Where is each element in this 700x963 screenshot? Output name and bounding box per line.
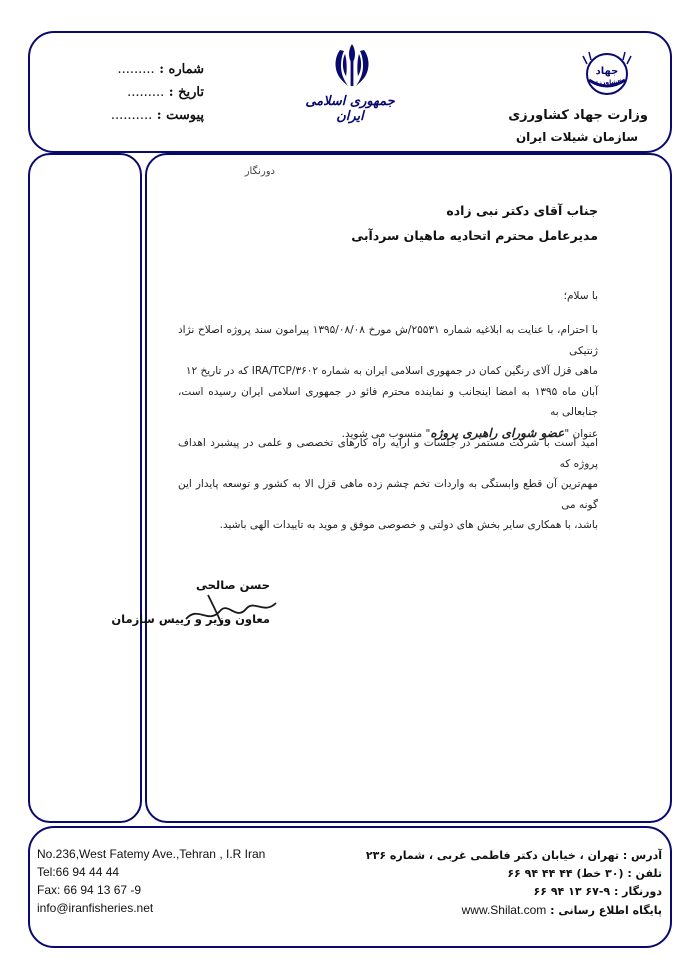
footer-tel-fa: تلفن : (۳۰ خط) ۴۴ ۴۴ ۹۴ ۶۶ — [507, 867, 662, 880]
footer-website-label: پایگاه اطلاع رسانی : — [550, 904, 662, 917]
number-label: شماره : — [159, 62, 204, 77]
logo-top-text: جهاد — [595, 66, 619, 77]
footer-website-link[interactable]: www.Shilat.com — [461, 903, 547, 917]
side-margin-frame — [28, 153, 142, 823]
footer-fax-en: Fax: 66 94 13 67 -9 — [37, 883, 142, 897]
paragraph-1 — [178, 320, 598, 444]
paragraph-1-line-3: آبان ماه ۱۳۹۵ به امضا اینجانب و نماینده محترم فائو در جمهوری اسلامی ایران رسیده است، جنابعالی به — [178, 385, 599, 418]
footer-address-fa: آدرس : تهران ، خیابان دکتر فاطمی غربی ، شماره ۲۳۶ — [365, 849, 662, 862]
appointment-prefix: عنوان " — [564, 427, 598, 440]
paragraph-2-line-2: مهم‌ترین آن قطع وابستگی به واردات تخم چشم زده ماهی قزل الا به کشور و توسعه پایدار این گونه می — [178, 478, 598, 511]
footer-email[interactable]: info@iranfisheries.net — [37, 901, 154, 915]
republic-title: جمهوری اسلامی ایران — [305, 94, 395, 124]
footer-address-en: No.236,West Fatemy Ave.,Tehran , I.R Iran — [37, 847, 266, 861]
footer-fax-fa: دورنگار : ۹-۶۷ ۱۳ ۹۴ ۶۶ — [533, 885, 662, 898]
organization-name: سازمان شیلات ایران — [515, 130, 638, 144]
paragraph-1-line-2: ماهی قزل آلای رنگین کمان در جمهوری اسلامی ایران به شماره ۳۶۰۲/IRA/TCP که در تاریخ ۱۲ — [185, 365, 598, 377]
paragraph-2-line-1: امید است با شرکت مستمر در جلسات و ارایه راه کارهای تخصصی و علمی در پیشبرد اهداف پروژه که — [178, 437, 598, 470]
date-label: تاریخ : — [168, 85, 204, 100]
number-field — [117, 62, 204, 77]
iran-emblem-icon — [326, 40, 378, 92]
attachment-dots: .......... — [110, 108, 153, 123]
date-field — [127, 85, 204, 100]
channel-note: دورنگار — [244, 166, 275, 177]
greeting: با سلام؛ — [563, 290, 598, 302]
ministry-name: وزارت جهاد کشاورزی — [508, 108, 648, 123]
recipient-title: مدیرعامل محترم اتحادیه ماهیان سردآبی — [351, 228, 598, 243]
attachment-label: پیوست : — [156, 108, 204, 123]
footer-tel-en: Tel:66 94 44 44 — [37, 865, 120, 879]
paragraph-1-line-1: با احترام، با عنایت به ابلاغیه شماره ۲۵۵۳۱/ش مورخ ۱۳۹۵/۰۸/۰۸ پیرامون سند پروژه اصلاح نژاد ژنتیکی — [178, 324, 598, 357]
recipient-name: جناب آقای دکتر نبی زاده — [446, 203, 598, 218]
attachment-field — [111, 108, 204, 123]
signer-name: حسن صالحی — [195, 578, 270, 592]
date-dots: ......... — [127, 85, 165, 100]
paragraph-2 — [178, 433, 598, 536]
appointment-role: عضو شورای راهبری پروژه — [430, 425, 565, 440]
signer-title: معاون وزیر و رییس سازمان — [111, 612, 270, 626]
logo-bottom-text: کشاورزی — [593, 79, 621, 86]
appointment-suffix: " منسوب می شوید. — [341, 427, 431, 440]
jahad-keshavarzi-logo-icon — [579, 50, 635, 96]
paragraph-2-line-3: باشد، با همکاری سایر بخش های دولتی و خصوصی موفق و موید به تاییدات الهی باشید. — [219, 519, 598, 531]
number-dots: ......... — [117, 62, 155, 77]
footer-website-row — [462, 903, 662, 917]
